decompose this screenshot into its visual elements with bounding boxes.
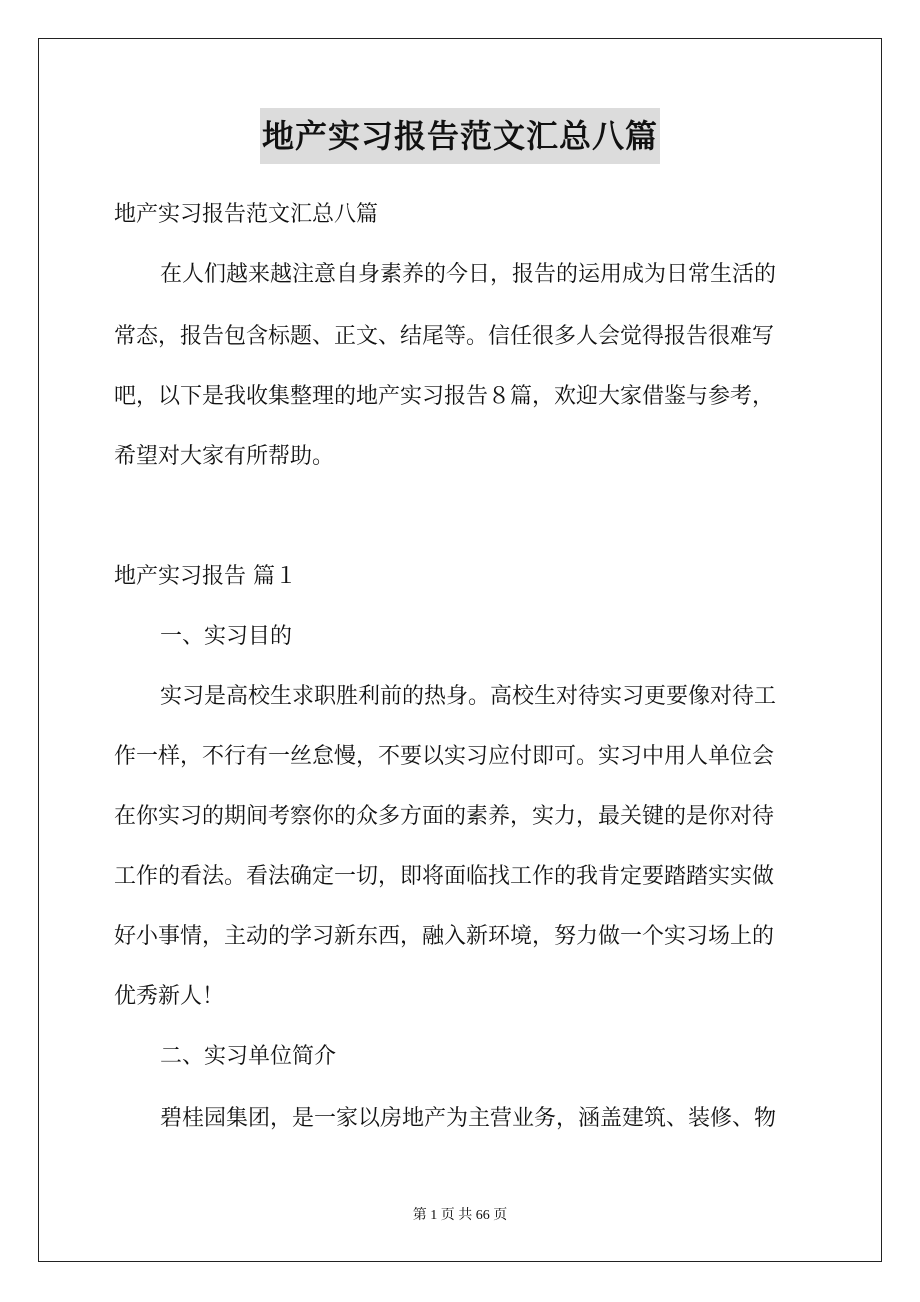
intro-line-1: 在人们越来越注意自身素养的今日，报告的运用成为日常生活的: [160, 262, 777, 287]
intro-line-4: 希望对大家有所帮助。: [114, 444, 335, 469]
document-title-text: 地产实习报告范文汇总八篇: [260, 108, 660, 164]
section-1-item-1-line-5: 好小事情，主动的学习新东西，融入新环境，努力做一个实习场上的: [114, 924, 775, 949]
section-1-heading: 地产实习报告 篇１: [114, 564, 297, 589]
document-subtitle: 地产实习报告范文汇总八篇: [114, 202, 379, 227]
section-1-item-1-line-6: 优秀新人！: [114, 984, 225, 1009]
section-1-item-2-heading: 二、实习单位简介: [160, 1044, 337, 1069]
intro-line-2: 常态，报告包含标题、正文、结尾等。信任很多人会觉得报告很难写: [114, 324, 775, 349]
section-1-item-1-line-1: 实习是高校生求职胜利前的热身。高校生对待实习更要像对待工: [160, 684, 777, 709]
document-title: [0, 108, 920, 164]
section-1-item-1-heading: 一、实习目的: [160, 624, 293, 649]
intro-line-3: 吧，以下是我收集整理的地产实习报告８篇，欢迎大家借鉴与参考，: [114, 384, 775, 409]
page-footer: 第 1 页 共 66 页: [412, 1208, 508, 1223]
section-1-item-1-line-3: 在你实习的期间考察你的众多方面的素养，实力，最关键的是你对待: [114, 804, 775, 829]
section-1-item-1-line-4: 工作的看法。看法确定一切，即将面临找工作的我肯定要踏踏实实做: [114, 864, 775, 889]
section-1-item-2-line-1: 碧桂园集团，是一家以房地产为主营业务，涵盖建筑、装修、物: [160, 1106, 777, 1131]
section-1-item-1-line-2: 作一样，不行有一丝怠慢，不要以实习应付即可。实习中用人单位会: [114, 744, 775, 769]
